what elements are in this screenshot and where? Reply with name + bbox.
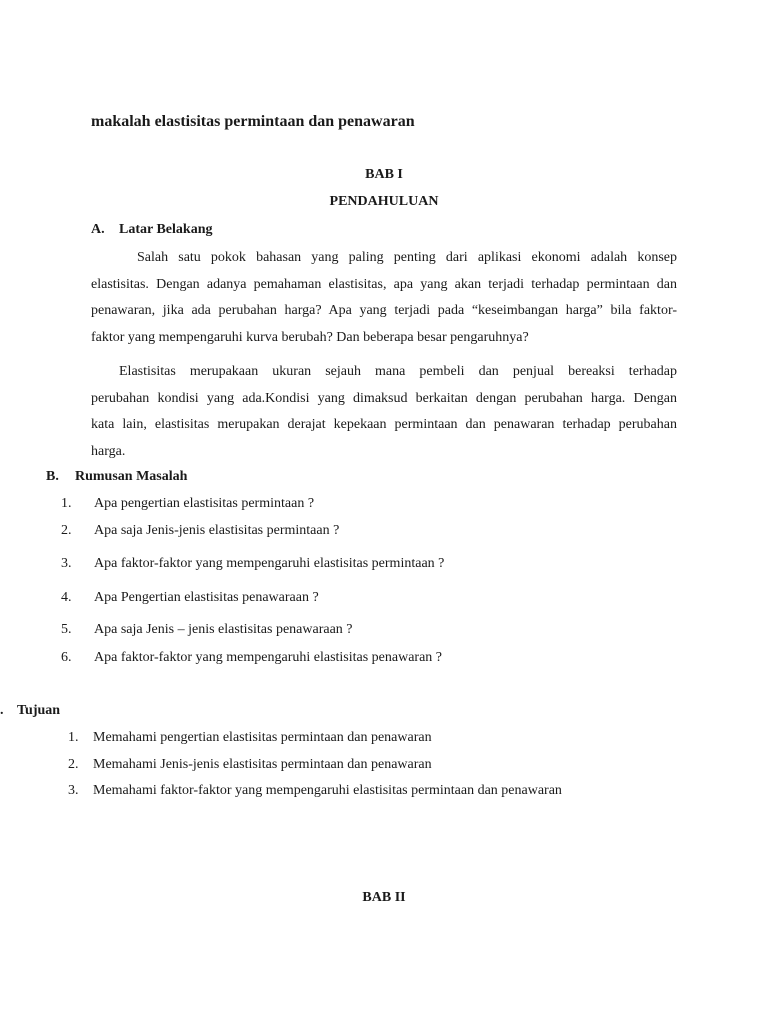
rumusan-item-2: [61, 523, 72, 539]
chapter-1-label: BAB I: [365, 167, 403, 182]
paragraph-2-line-3: kata lain, elastisitas merupakan derajat kepekaan permintaan dan penawaran terhadap perubahan: [91, 417, 677, 432]
list-number: 3.: [61, 556, 72, 571]
rumusan-item-4-text: Apa Pengertian elastisitas penawaraan ?: [94, 590, 319, 605]
chapter-2-label: BAB II: [362, 890, 406, 905]
rumusan-item-1: [61, 496, 72, 512]
tujuan-item-2: [68, 757, 79, 773]
paragraph-2: [91, 359, 677, 465]
list-number: 2.: [61, 523, 72, 538]
rumusan-item-3: [61, 556, 72, 572]
rumusan-item-4: [61, 590, 72, 606]
rumusan-item-6-text: Apa faktor-faktor yang mempengaruhi elastisitas penawaran ?: [94, 650, 443, 665]
list-number: 4.: [61, 590, 72, 605]
paragraph-1-line-3: penawaran, jika ada perubahan harga? Apa yang terjadi pada “keseimbangan harga” bila faktor-: [91, 303, 677, 318]
section-c-marker: .: [0, 703, 4, 718]
tujuan-item-1: [68, 730, 79, 746]
paragraph-1: [91, 245, 677, 351]
paragraph-1-line-4: faktor yang mempengaruhi kurva berubah? Dan beberapa besar pengaruhnya?: [91, 329, 529, 345]
tujuan-item-3: [68, 783, 79, 799]
rumusan-item-5-text: Apa saja Jenis – jenis elastisitas penawaraan ?: [94, 622, 353, 637]
tujuan-item-2-text: Memahami Jenis-jenis elastisitas permintaan dan penawaran: [93, 757, 432, 772]
section-a-marker: A.: [91, 222, 105, 237]
rumusan-item-5: [61, 622, 72, 638]
tujuan-item-1-text: Memahami pengertian elastisitas permintaan dan penawaran: [93, 730, 432, 745]
section-c-heading: Tujuan: [17, 703, 61, 718]
paragraph-2-line-4: harga.: [91, 443, 126, 459]
list-number: 2.: [68, 757, 79, 772]
list-number: 5.: [61, 622, 72, 637]
list-number: 3.: [68, 783, 79, 798]
rumusan-item-3-text: Apa faktor-faktor yang mempengaruhi elastisitas permintaan ?: [94, 556, 445, 571]
list-number: 1.: [68, 730, 79, 745]
paragraph-2-line-1: Elastisitas merupakaan ukuran sejauh mana pembeli dan penjual bereaksi terhadap: [119, 364, 677, 379]
chapter-1-title: PENDAHULUAN: [329, 194, 439, 209]
rumusan-item-6: [61, 650, 72, 666]
document-title: makalah elastisitas permintaan dan penawaran: [91, 113, 415, 130]
list-number: 6.: [61, 650, 72, 665]
list-number: 1.: [61, 496, 72, 511]
paragraph-1-line-2: elastisitas. Dengan adanya pemahaman elastisitas, apa yang akan terjadi terhadap permintaan dan: [91, 276, 677, 292]
paragraph-1-line-1: Salah satu pokok bahasan yang paling penting dari aplikasi ekonomi adalah konsep: [137, 250, 677, 265]
tujuan-item-3-text: Memahami faktor-faktor yang mempengaruhi elastisitas permintaan dan penawaran: [93, 783, 562, 798]
section-a-heading: Latar Belakang: [119, 222, 213, 237]
section-b-marker: B.: [46, 469, 59, 484]
section-b-heading: Rumusan Masalah: [75, 469, 188, 484]
rumusan-item-1-text: Apa pengertian elastisitas permintaan ?: [94, 496, 315, 511]
paragraph-2-line-2: perubahan kondisi yang ada.Kondisi yang dimaksud berkaitan dengan perubahan harga. Dengan: [91, 390, 677, 406]
rumusan-item-2-text: Apa saja Jenis-jenis elastisitas permintaan ?: [94, 523, 340, 538]
